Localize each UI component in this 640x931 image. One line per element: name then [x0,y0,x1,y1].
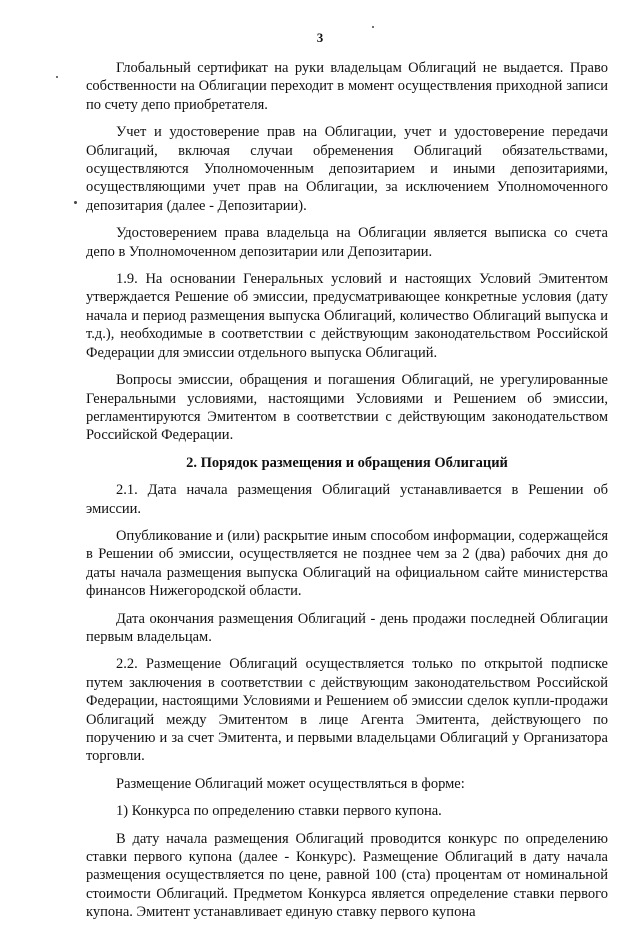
scan-speck [56,76,58,78]
page-number: 3 [316,30,324,45]
paragraph: 2.2. Размещение Облигаций осуществляется только по открытой подписке путем заключения в соответствии с действующим законодательством Российской Федерации, настоящими Условиями и Решением об эмиссии сделок купли-продажи Облигаций между Эмитентом в лице Агента Эмитента, действующего по поручению и за счет Эмитента, и первыми владельцами Облигаций у Организатора торговли. [86,656,608,765]
paragraph: Глобальный сертификат на руки владельцам Облигаций не выдается. Право собственности на Облигации переходит в момент осуществления приходной записи по счету депо приобретателя. [86,60,608,113]
paragraph: 2.1. Дата начала размещения Облигаций устанавливается в Решении об эмиссии. [86,482,608,517]
scan-speck [372,26,374,28]
paragraph: 1.9. На основании Генеральных условий и настоящих Условий Эмитентом утверждается Решение об эмиссии, предусматривающее конкретные условия (дату начала и период размещения выпуска Облигаций, количество Облигаций выпуска и т.д.), необходимые в соответствии с действующим законодательством Российской Федерации для эмиссии отдельного выпуска Облигаций. [86,271,608,361]
paragraph: Дата окончания размещения Облигаций - день продажи последней Облигации первым владельцам. [86,610,608,645]
paragraph: Удостоверением права владельца на Облигации является выписка со счета депо в Уполномоченном депозитарии или Депозитарии. [86,225,608,260]
scan-speck [74,201,77,204]
paragraph: Учет и удостоверение прав на Облигации, учет и удостоверение передачи Облигаций, включая случаи обременения Облигаций обязательствами, осуществляются Уполномоченным депозитарием и иными депозитариями, осуществляющими учет прав на Облигации, за исключением Уполномоченного депозитария (далее - Депозитарии). [86,124,608,214]
document-body [86,59,608,931]
paragraph: Вопросы эмиссии, обращения и погашения Облигаций, не урегулированные Генеральными условиями, настоящими Условиями и Решением об эмиссии, регламентируются Эмитентом в соответствии с действующим законодательством Российской Федерации. [86,372,608,444]
section-heading: 2. Порядок размещения и обращения Облигаций [186,454,508,471]
paragraph: Опубликование и (или) раскрытие иным способом информации, содержащейся в Решении об эмиссии, осуществляется не позднее чем за 2 (два) рабочих дня до даты начала размещения выпуска Облигаций на официальном сайте министерства финансов Нижегородской области. [86,527,608,600]
paragraph: В дату начала размещения Облигаций проводится конкурс по определению ставки первого купона (далее - Конкурс). Размещение Облигаций в дату начала размещения осуществляется по цене, равной 100 (ста) процентам от номинальной стоимости Облигаций. Предметом Конкурса является определение ставки первого купона. Эмитент устанавливает единую ставку первого купона [86,830,608,921]
paragraph: 1) Конкурса по определению ставки первого купона. [116,803,442,820]
paragraph: Размещение Облигаций может осуществляться в форме: [116,775,465,792]
